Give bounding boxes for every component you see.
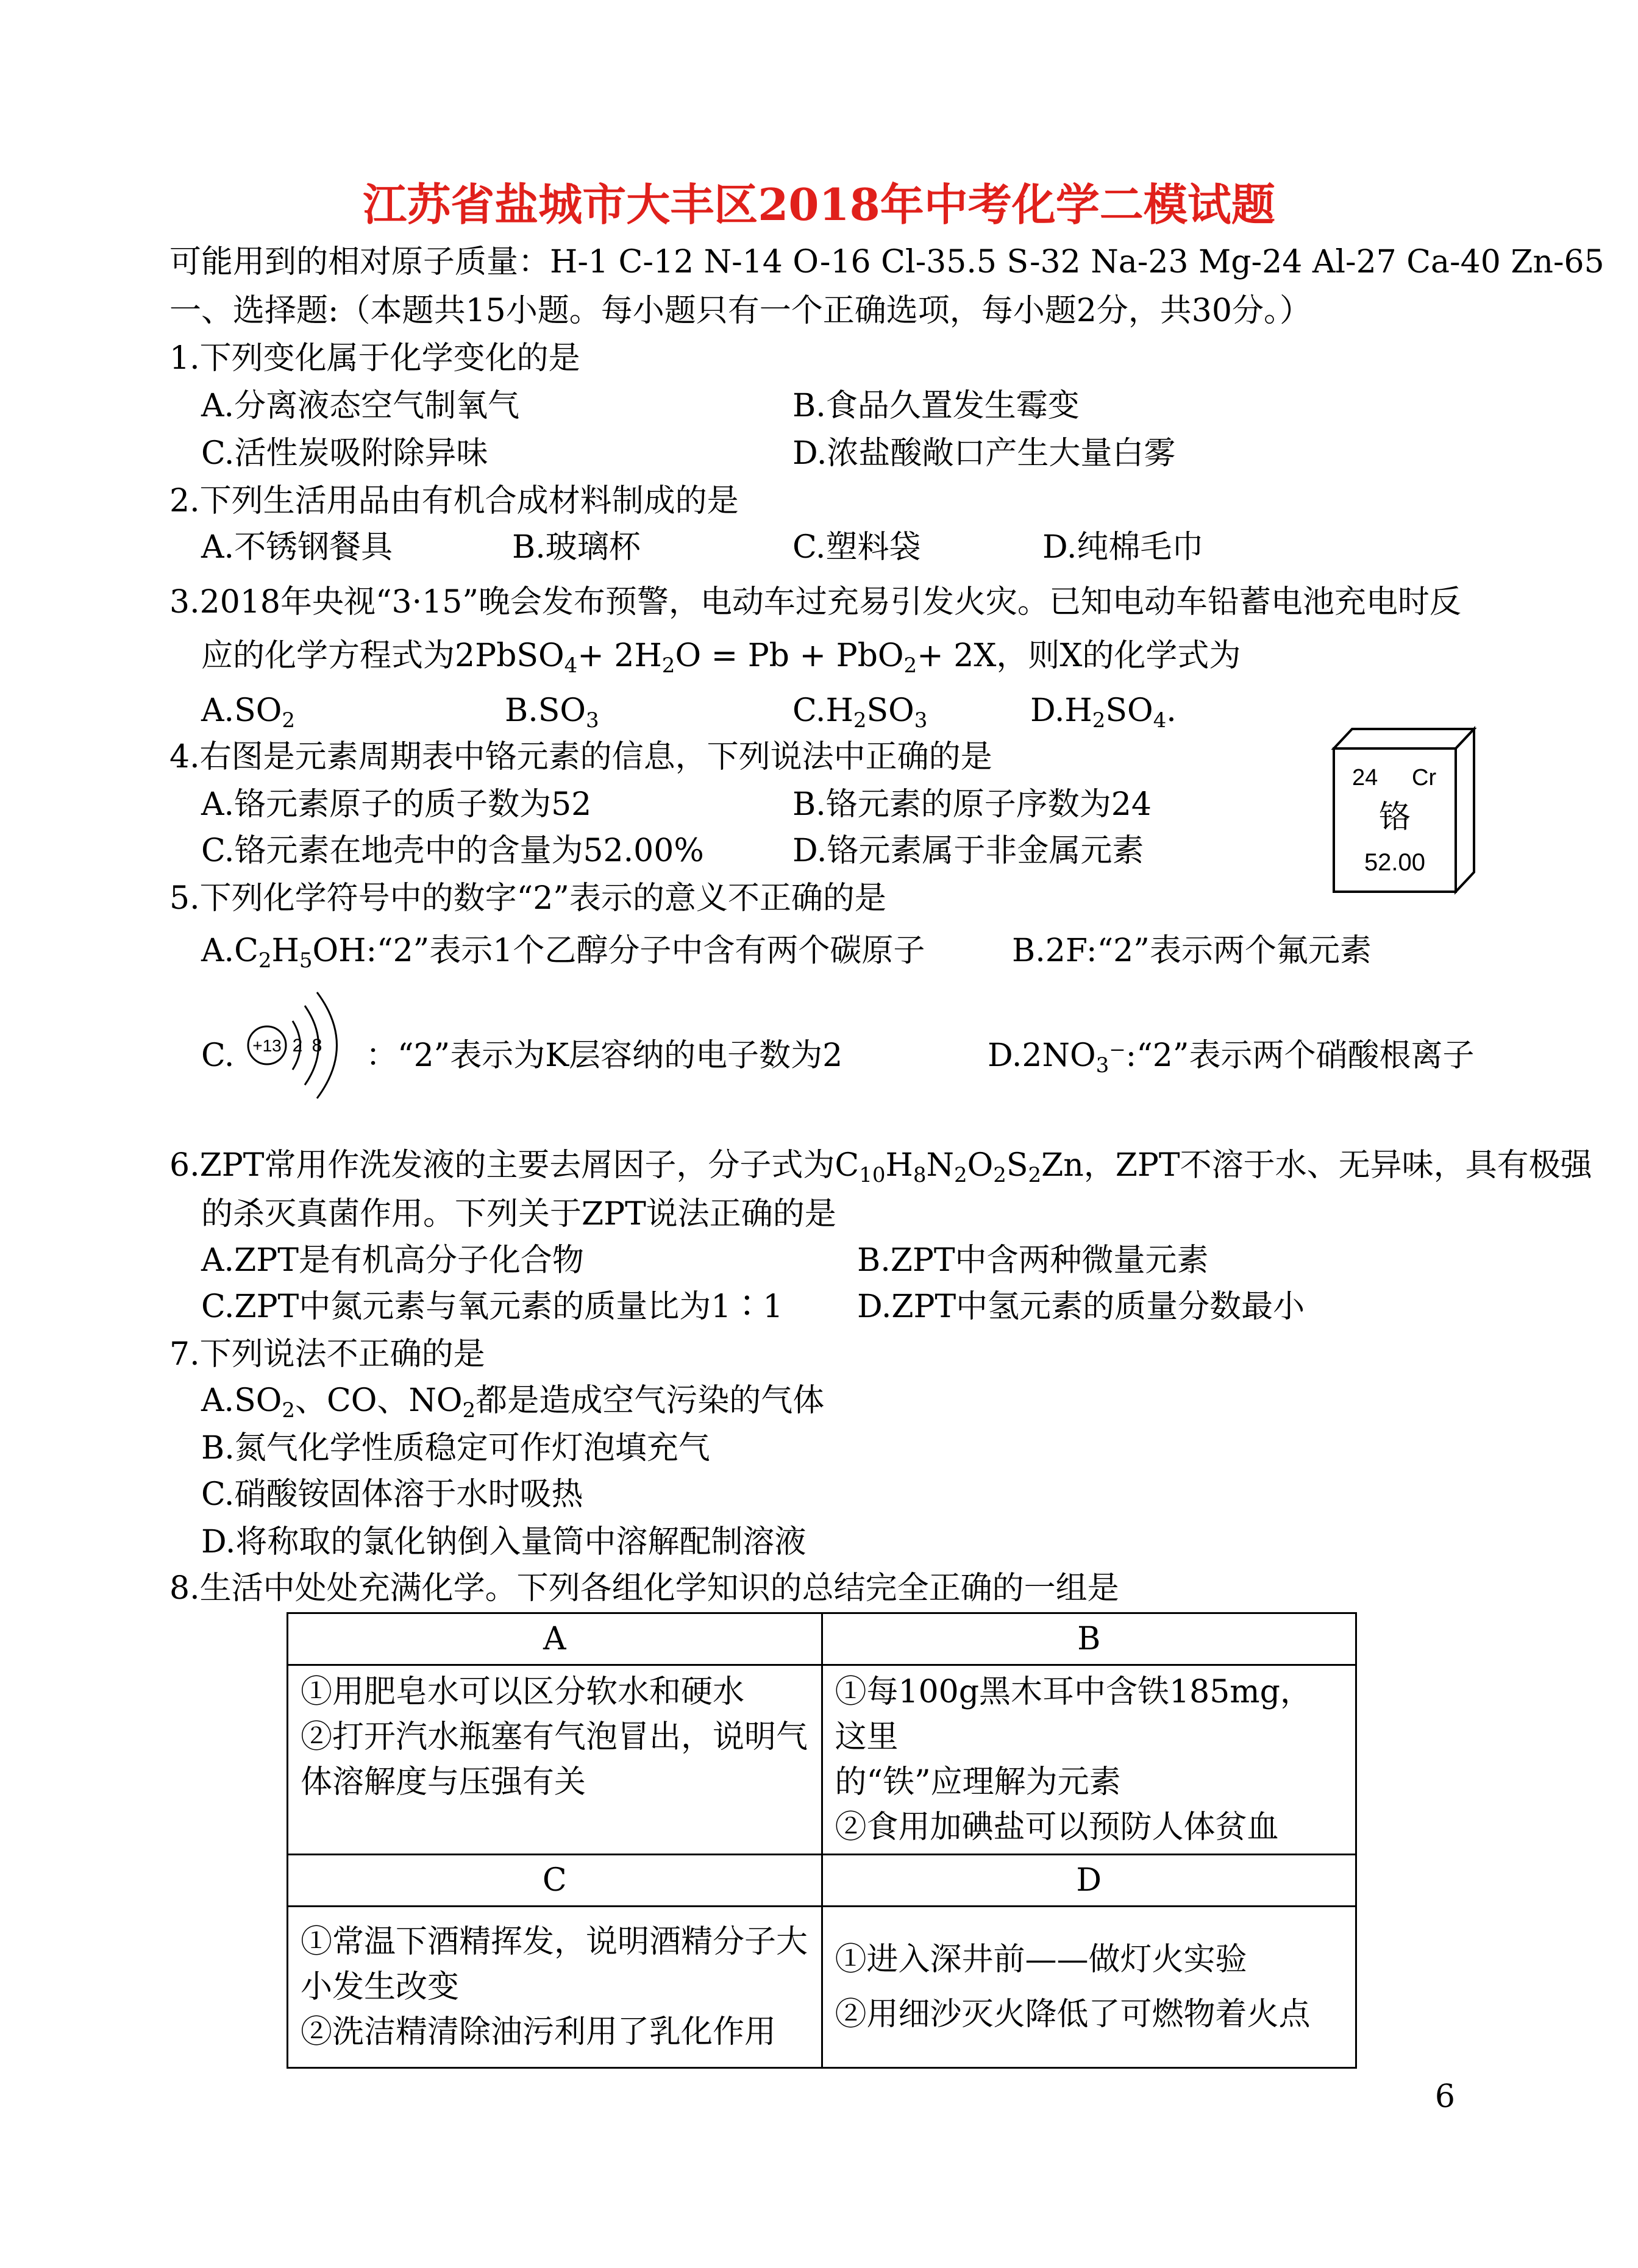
q8-cell-d [822,1907,1356,2068]
q8-a-line-1: ①用肥皂水可以区分软水和硬水 [301,1674,745,1710]
q8-cell-a [288,1665,822,1855]
q8-cell-b [822,1665,1356,1855]
section-heading: 一、选择题:（本题共15小题。每小题只有一个正确选项，每小题2分，共30分。） [169,293,1311,329]
q6-stem-2: 的杀灭真菌作用。下列关于ZPT说法正确的是 [201,1196,836,1232]
q8-b-line-2: 的“铁”应理解为元素 [835,1764,1121,1801]
q7-stem: 7.下列说法不正确的是 [169,1336,485,1373]
q1-stem: 1.下列变化属于化学变化的是 [169,340,580,377]
q1-option-b: B.食品久置发生霉变 [792,388,1080,424]
element-tile-figure [1328,724,1480,896]
q6-option-c: C.ZPT中氮元素与氧元素的质量比为1∶1 [201,1289,783,1325]
q2-option-b: B.玻璃杯 [512,529,641,566]
table-row [288,1665,1356,1855]
q5-option-d: $D.2NO_3^-:“2$”表示两个硝酸根离子 [988,1037,1475,1078]
q3-equation: 应的化学方程式为2PbSO$_4$+ $2H_2O = Pb + PbO_2+ 2X$，则X的化学式为 [201,638,1241,678]
q2-option-a: A.不锈钢餐具 [201,529,393,566]
page-title: 江苏省盐城市大丰区2018年中考化学二模试题 [363,179,1275,230]
q6-stem: 6.ZPT常用作洗发液的主要去屑因子，分子式为$C_{10}H_8N_2O_2S_2Zn$，ZPT不溶于水、无异味，具有极强 [169,1147,1592,1187]
atom-shell-k-count: 2 [292,1036,303,1056]
q8-stem: 8.生活中处处充满化学。下列各组化学知识的总结完全正确的一组是 [169,1570,1119,1607]
q3-option-a: $A.SO_2$ [201,692,295,733]
q2-stem: 2.下列生活用品由有机合成材料制成的是 [169,483,739,519]
q7-option-a: $A.SO_2$、CO、$NO_2$都是造成空气污染的气体 [201,1382,825,1423]
q8-header-d: D [822,1855,1356,1907]
q2-option-c: C.塑料袋 [792,529,921,566]
q8-header-b: B [822,1613,1356,1665]
q3-stem: 3.2018年央视“3·15”晚会发布预警，电动车过充易引发火灾。已知电动车铅蓄电池充电时反 [169,584,1461,620]
q4-option-d: D.铬元素属于非金属元素 [792,833,1144,869]
q3-option-b: $B.SO_3$ [505,692,599,733]
q3-option-d: $D.H_2SO_4$. [1030,692,1177,733]
q8-options-table [287,1612,1357,2069]
q8-header-a: A [288,1613,822,1665]
q4-stem: 4.右图是元素周期表中铬元素的信息，下列说法中正确的是 [169,739,992,775]
element-symbol: Cr [1412,765,1437,791]
q1-option-d: D.浓盐酸敞口产生大量白雾 [792,435,1176,472]
table-row [288,1907,1356,2068]
aluminum-atom-structure-diagram [201,987,360,1103]
q5-option-a: $A.C_2H_5OH:“2$”表示1个乙醇分子中含有两个碳原子 [201,933,925,973]
q8-d-line-2: ②用细沙灭火降低了可燃物着火点 [835,1996,1311,2033]
q6-option-b: B.ZPT中含两种微量元素 [857,1242,1209,1279]
q8-c-line-2: 小发生改变 [301,1969,460,2005]
table-row [288,1613,1356,1665]
table-row [288,1855,1356,1907]
atom-nucleus-charge: +13 [252,1036,282,1055]
q5-option-c: ：“2”表示为K层容纳的电子数为2 [366,1037,843,1074]
q3-option-c: $C.H_2SO_3$ [792,692,928,733]
q5-stem: 5.下列化学符号中的数字“2”表示的意义不正确的是 [169,880,886,917]
q6-option-d: D.ZPT中氢元素的质量分数最小 [857,1289,1305,1325]
q8-a-line-2: ②打开汽水瓶塞有气泡冒出，说明气 [301,1719,808,1755]
q6-option-a: A.ZPT是有机高分子化合物 [201,1242,584,1279]
atom-shell-l-count: 8 [312,1036,322,1056]
q8-b-line-3: ②食用加碘盐可以预防人体贫血 [835,1809,1279,1846]
q7-option-b: B.氮气化学性质稳定可作灯泡填充气 [201,1430,710,1466]
element-number: 24 [1352,765,1378,791]
q4-option-a: A.铬元素原子的质子数为52 [201,786,592,823]
q8-d-line-1: ①进入深井前——做灯火实验 [835,1941,1247,1978]
q8-c-line-3: ②洗洁精清除油污利用了乳化作用 [301,2014,777,2050]
element-name: 铬 [1378,799,1411,836]
q4-option-c: C.铬元素在地壳中的含量为52.00% [201,833,704,869]
atomic-mass-note: 可能用到的相对原子质量：H-1 C-12 N-14 O-16 Cl-35.5 S-32 Na-23 Mg-24 Al-27 Ca-40 Zn-65 [169,244,1604,280]
page-number: 6 [1434,2078,1455,2115]
q8-cell-c [288,1907,822,2068]
q4-option-b: B.铬元素的原子序数为24 [792,786,1152,823]
q1-option-c: C.活性炭吸附除异味 [201,435,488,472]
q8-b-line-1: ①每100g黑木耳中含铁185mg，这里 [835,1674,1312,1755]
q1-option-a: A.分离液态空气制氧气 [201,388,520,424]
q8-a-line-3: 体溶解度与压强有关 [301,1764,586,1801]
q5-option-b: B.2F:“2”表示两个氟元素 [1012,933,1372,969]
q2-option-d: D.纯棉毛巾 [1042,529,1204,566]
element-mass: 52.00 [1364,849,1426,876]
q8-header-c: C [288,1855,822,1907]
q7-option-d: D.将称取的氯化钠倒入量筒中溶解配制溶液 [201,1524,807,1560]
q7-option-c: C.硝酸铵固体溶于水时吸热 [201,1476,583,1513]
q5-option-c-label: C. [201,1037,235,1074]
q8-c-line-1: ①常温下酒精挥发，说明酒精分子大 [301,1924,808,1960]
